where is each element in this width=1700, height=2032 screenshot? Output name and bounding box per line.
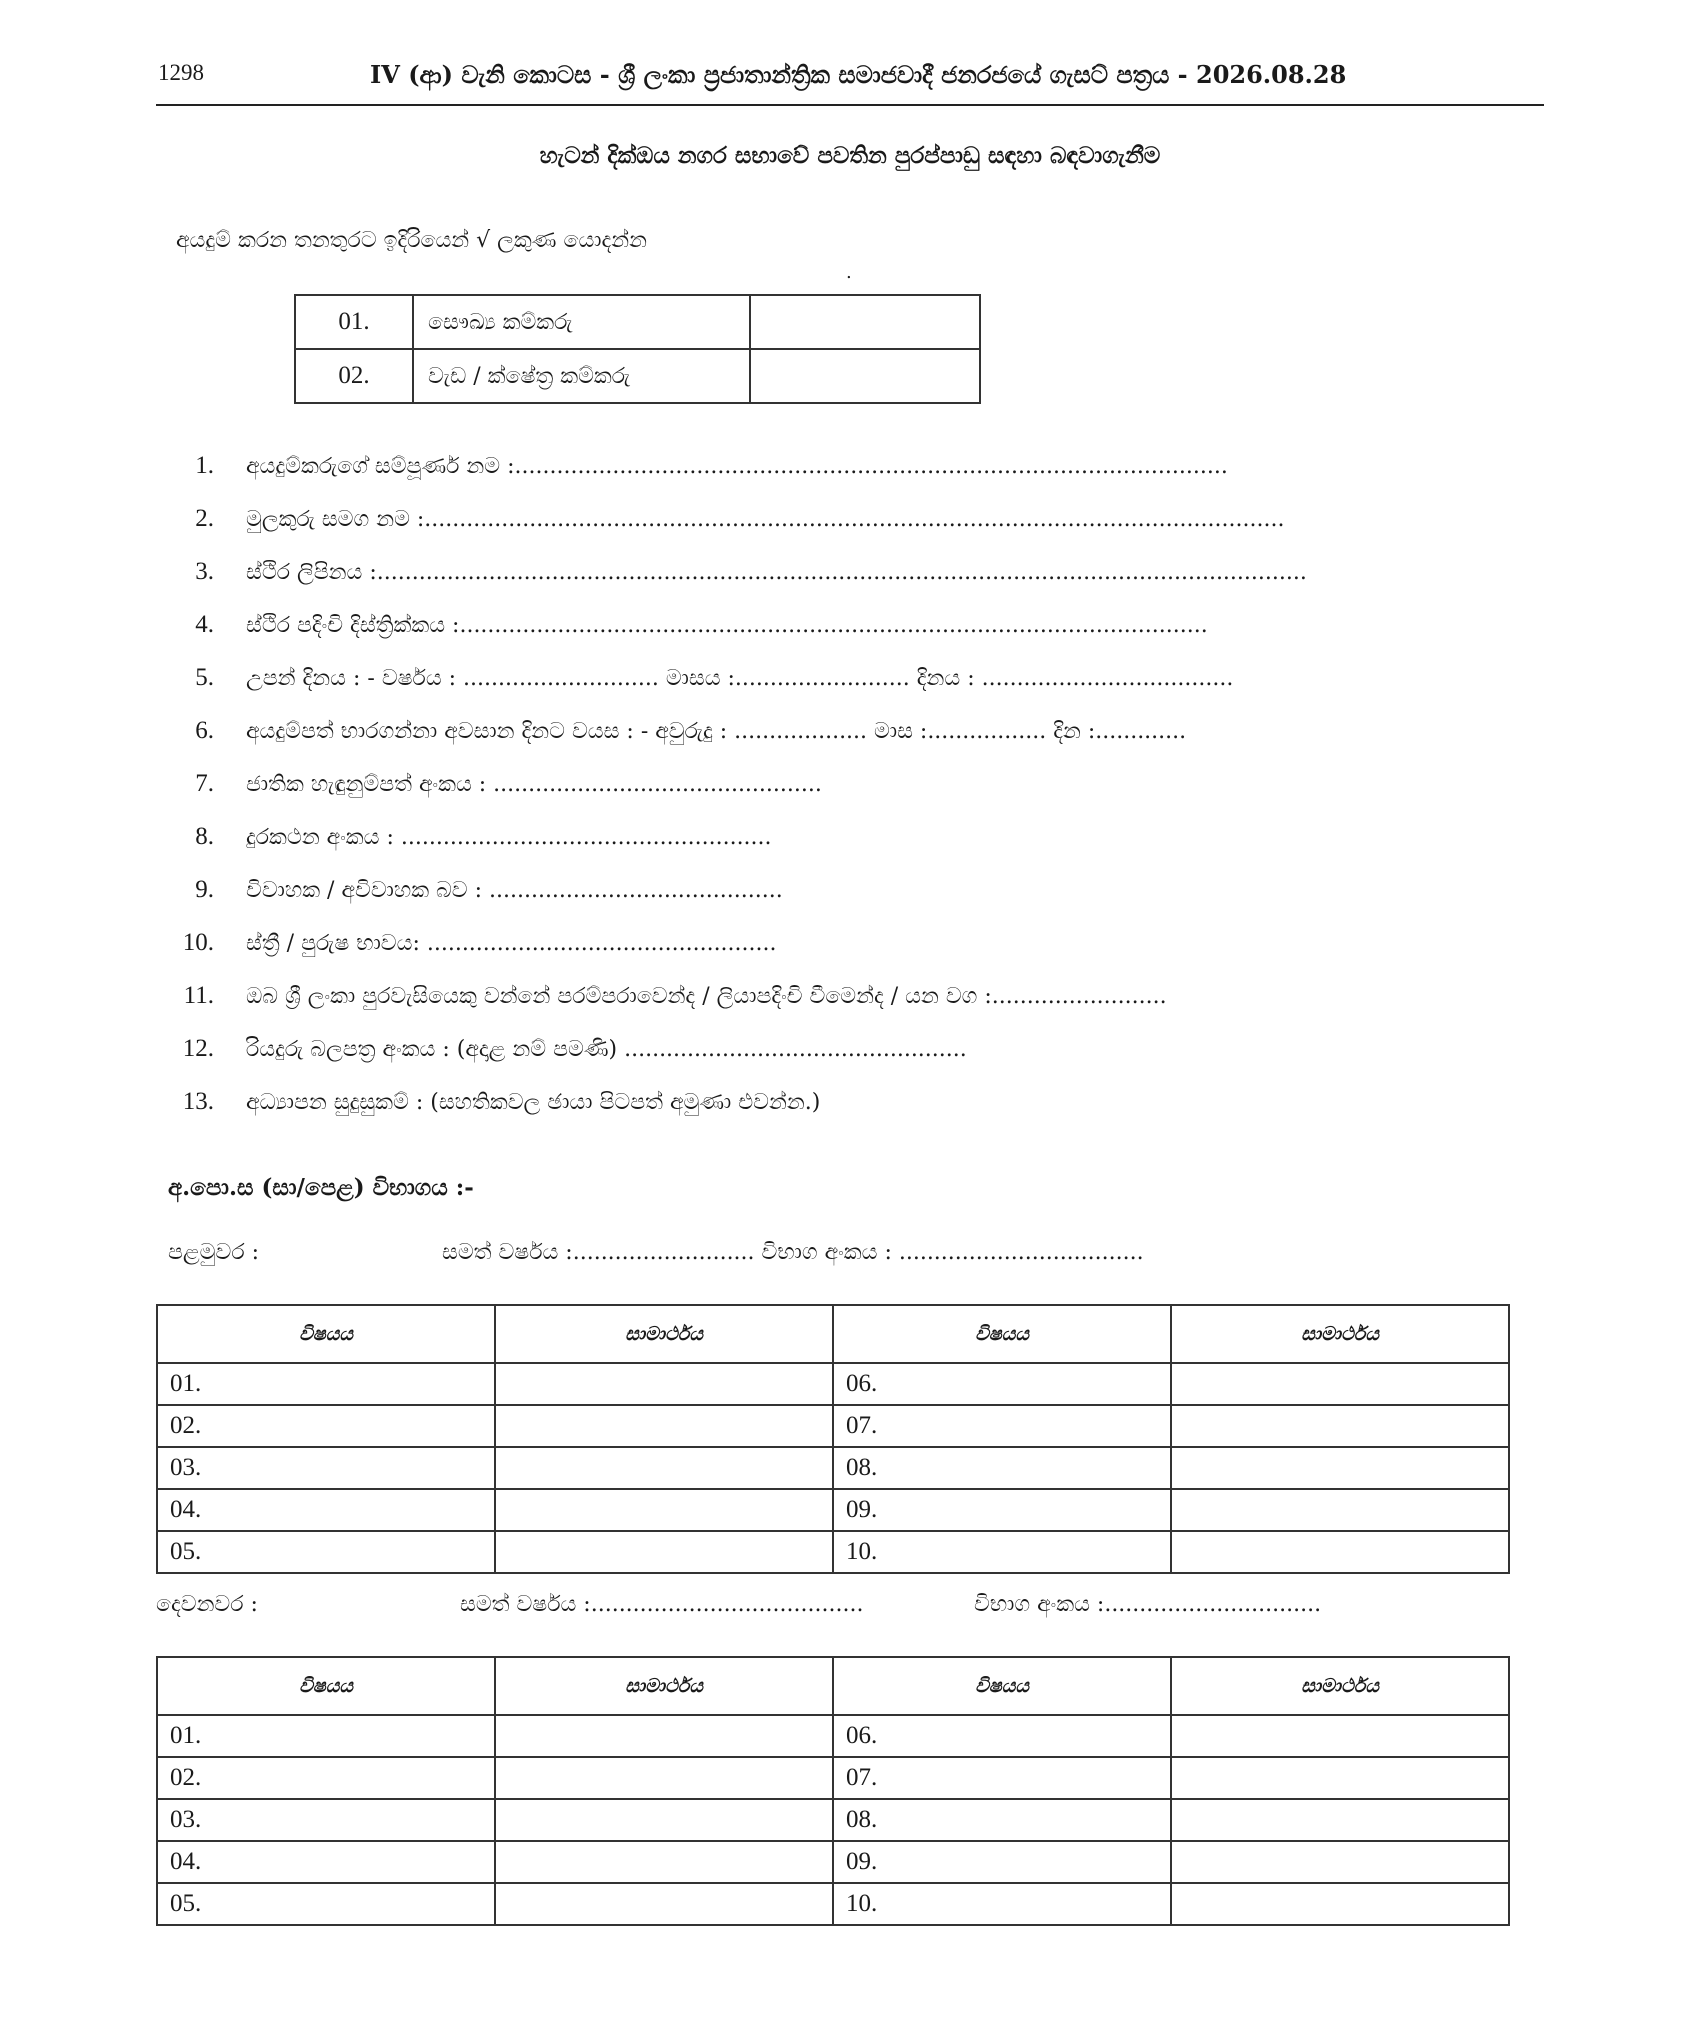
header-subject: විෂයය (157, 1657, 495, 1715)
results-table-first (156, 1304, 1510, 1574)
grade-cell[interactable] (1171, 1489, 1509, 1531)
attempt-year-exam-field[interactable]: සමත් වර්ෂය :.......................... විභාග අංකය : ................................... (442, 1240, 1144, 1265)
page-number: 1298 (158, 60, 204, 85)
header-grade: සාමාර්ථය (495, 1657, 833, 1715)
header-subject: විෂයය (833, 1657, 1171, 1715)
attempt-year-field[interactable]: සමත් වර්ෂය :....................................... (460, 1592, 864, 1617)
grade-cell[interactable] (1171, 1405, 1509, 1447)
field-permanent-address[interactable] (150, 558, 1307, 586)
field-phone-number[interactable] (150, 823, 772, 851)
category-number: 01. (295, 295, 413, 349)
subject-cell[interactable]: 09. (833, 1841, 1171, 1883)
grade-cell[interactable] (1171, 1841, 1509, 1883)
field-full-name[interactable] (150, 452, 1228, 480)
table-row (157, 1531, 1509, 1573)
exam-section-title: අ.පො.ස (සා/පෙළ) විභාගය :- (168, 1174, 474, 1201)
field-text: ස්ත්‍රී / පුරුෂ භාවය: .................................................. (246, 931, 777, 956)
grade-cell[interactable] (1171, 1799, 1509, 1841)
field-number: 7. (195, 770, 214, 797)
field-text: විවාහක / අවිවාහක බව : .......................................... (246, 878, 783, 903)
results-table-second (156, 1656, 1510, 1926)
grade-cell[interactable] (495, 1447, 833, 1489)
field-number: 3. (195, 558, 214, 585)
subject-cell[interactable]: 03. (157, 1799, 495, 1841)
instruction-text: අයදුම් කරන තනතුරට ඉදිරියෙන් √ ලකුණ යොදන්න (176, 228, 648, 253)
field-number: 13. (182, 1088, 214, 1115)
field-age[interactable] (150, 717, 1186, 745)
post-category-table (294, 294, 981, 404)
attempt-label: දෙවනවර : (156, 1592, 258, 1617)
subject-cell[interactable]: 07. (833, 1757, 1171, 1799)
subject-cell[interactable]: 04. (157, 1841, 495, 1883)
field-number: 6. (195, 717, 214, 744)
subject-cell[interactable]: 05. (157, 1531, 495, 1573)
attempt-label: පළමුවර : (168, 1240, 260, 1265)
category-tick-box[interactable] (750, 349, 980, 403)
subject-cell[interactable]: 06. (833, 1363, 1171, 1405)
subject-cell[interactable]: 05. (157, 1883, 495, 1925)
grade-cell[interactable] (495, 1531, 833, 1573)
field-number: 11. (183, 982, 214, 1009)
header-divider (156, 104, 1544, 106)
field-citizenship[interactable] (150, 982, 1167, 1010)
field-driving-licence[interactable] (150, 1035, 967, 1063)
grade-cell[interactable] (495, 1489, 833, 1531)
field-text: මුලකුරු සමග නම :........................................................................................................................... (246, 507, 1285, 532)
field-number: 1. (195, 452, 214, 479)
field-text: අයදුම්පත් භාරගන්නා අවසාන දිනට වයස : - අවුරුදු : ................... මාස :................. දින :............. (246, 719, 1187, 744)
field-text: දුරකථන අංකය : ..................................................... (246, 825, 772, 850)
subject-cell[interactable]: 02. (157, 1405, 495, 1447)
grade-cell[interactable] (1171, 1883, 1509, 1925)
document-title: හැටන් දික්ඔය නගර සභාවේ පවතින පුරප්පාඩු සඳහා බඳවාගැනීම (539, 142, 1161, 169)
subject-cell[interactable]: 01. (157, 1715, 495, 1757)
field-nic-number[interactable] (150, 770, 822, 798)
field-education (150, 1088, 820, 1116)
header-grade: සාමාර්ථය (495, 1305, 833, 1363)
grade-cell[interactable] (1171, 1531, 1509, 1573)
field-number: 12. (182, 1035, 214, 1062)
header-grade: සාමාර්ථය (1171, 1657, 1509, 1715)
category-row (295, 295, 980, 349)
field-number: 4. (195, 611, 214, 638)
table-row (157, 1841, 1509, 1883)
subject-cell[interactable]: 07. (833, 1405, 1171, 1447)
field-number: 9. (195, 876, 214, 903)
stray-mark: . (846, 262, 852, 283)
table-row (157, 1715, 1509, 1757)
field-marital-status[interactable] (150, 876, 783, 904)
table-row (157, 1489, 1509, 1531)
grade-cell[interactable] (495, 1757, 833, 1799)
field-number: 10. (182, 929, 214, 956)
gazette-title: IV (ආ) වැනි කොටස - ශ්‍රී ලංකා ප්‍රජාතාන්ත්‍රික සමාජවාදී ජනරජයේ ගැසට් පත්‍රය - 2026.08.28 (370, 60, 1347, 89)
grade-cell[interactable] (495, 1405, 833, 1447)
field-text: ඔබ ශ්‍රී ලංකා පුරවැසියෙකු වන්නේ පරම්පරාවෙන්ද / ලියාපදිංචි වීමෙන්ද / යන වග :......................... (246, 984, 1167, 1009)
field-date-of-birth[interactable] (150, 664, 1233, 692)
subject-cell[interactable]: 06. (833, 1715, 1171, 1757)
field-text: අයදුම්කරුගේ සම්පූර්ණ නම :...................................................................................................... (246, 454, 1228, 479)
table-row (157, 1883, 1509, 1925)
subject-cell[interactable]: 10. (833, 1531, 1171, 1573)
field-number: 5. (195, 664, 214, 691)
field-number: 2. (195, 505, 214, 532)
subject-cell[interactable]: 04. (157, 1489, 495, 1531)
header-subject: විෂයය (157, 1305, 495, 1363)
grade-cell[interactable] (495, 1799, 833, 1841)
results-header-row (157, 1305, 1509, 1363)
table-row (157, 1799, 1509, 1841)
category-tick-box[interactable] (750, 295, 980, 349)
attempt-exam-number-field[interactable]: විභාග අංකය :............................... (974, 1592, 1322, 1617)
field-text: රියදුරු බලපත්‍ර අංකය : (අදාළ නම් පමණි) ................................................. (246, 1037, 967, 1062)
field-text: උපන් දිනය : - වර්ෂය : ............................ මාසය :......................... දිනය : .................................... (246, 666, 1234, 691)
results-header-row (157, 1657, 1509, 1715)
category-number: 02. (295, 349, 413, 403)
category-row (295, 349, 980, 403)
grade-cell[interactable] (1171, 1447, 1509, 1489)
field-text: ජාතික හැඳුනුම්පත් අංකය : ............................................... (246, 772, 822, 797)
field-text: ස්ථිර පදිංචි දිස්ත්‍රික්කය :........................................................................................................... (246, 613, 1208, 638)
subject-cell[interactable]: 10. (833, 1883, 1171, 1925)
category-label: සෞඛ්‍ය කම්කරු (413, 295, 750, 349)
header-grade: සාමාර්ථය (1171, 1305, 1509, 1363)
field-text: අධ්‍යාපන සුදුසුකම් : (සහතිකවල ඡායා පිටපත් අමුණා එවන්න.) (246, 1090, 821, 1115)
grade-cell[interactable] (495, 1883, 833, 1925)
grade-cell[interactable] (1171, 1757, 1509, 1799)
field-district[interactable] (150, 611, 1208, 639)
grade-cell[interactable] (495, 1841, 833, 1883)
category-label: වැඩ / ක්ෂේත්‍ර කම්කරු (413, 349, 750, 403)
table-row (157, 1363, 1509, 1405)
field-number: 8. (195, 823, 214, 850)
subject-cell[interactable]: 01. (157, 1363, 495, 1405)
grade-cell[interactable] (1171, 1363, 1509, 1405)
subject-cell[interactable]: 09. (833, 1489, 1171, 1531)
subject-cell[interactable]: 08. (833, 1799, 1171, 1841)
subject-cell[interactable]: 03. (157, 1447, 495, 1489)
grade-cell[interactable] (495, 1363, 833, 1405)
field-text: ස්ථිර ලිපිනය :..................................................................................................................................... (246, 560, 1307, 585)
table-row (157, 1447, 1509, 1489)
field-name-with-initials[interactable] (150, 505, 1284, 533)
grade-cell[interactable] (495, 1715, 833, 1757)
table-row (157, 1757, 1509, 1799)
grade-cell[interactable] (1171, 1715, 1509, 1757)
field-gender[interactable] (150, 929, 777, 957)
table-row (157, 1405, 1509, 1447)
header-subject: විෂයය (833, 1305, 1171, 1363)
subject-cell[interactable]: 08. (833, 1447, 1171, 1489)
subject-cell[interactable]: 02. (157, 1757, 495, 1799)
